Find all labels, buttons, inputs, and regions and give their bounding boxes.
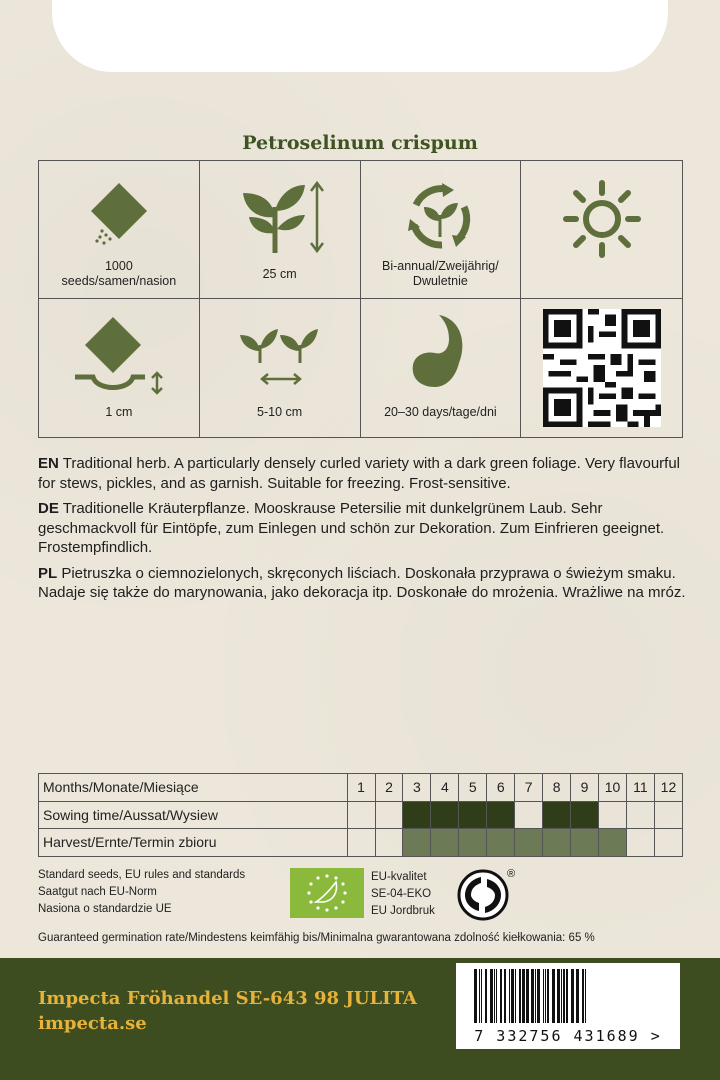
sowing-month-10 bbox=[599, 801, 627, 829]
plant-spacing-icon bbox=[238, 327, 322, 389]
description-de bbox=[38, 499, 688, 558]
harvest-month-2 bbox=[375, 829, 403, 857]
icon-grid bbox=[38, 160, 683, 438]
germination-caption: 20–30 days/tage/dni bbox=[384, 405, 497, 419]
months-label: Months/Monate/Miesiące bbox=[39, 774, 348, 802]
description-pl-text: Pietruszka o ciemnozielonych, skręconych liściach. Doskonała przyprawa o świeżym smaku. Nadaje się także do marynowania, jako dekoracja itp. Doskonałe do mrożenia. Wrażliwe na mróz. bbox=[38, 564, 686, 601]
qr-cell bbox=[521, 299, 682, 437]
harvest-row bbox=[39, 829, 683, 857]
harvest-month-4 bbox=[431, 829, 459, 857]
harvest-month-11 bbox=[626, 829, 654, 857]
sowing-month-9 bbox=[571, 801, 599, 829]
month-7: 7 bbox=[515, 774, 543, 802]
company-address: Impecta Fröhandel SE-643 98 JULITA bbox=[38, 988, 417, 1009]
germination-icon bbox=[405, 313, 475, 393]
sowing-depth-cell bbox=[39, 299, 200, 437]
month-3: 3 bbox=[403, 774, 431, 802]
sowing-calendar bbox=[38, 773, 683, 857]
eu-organic-text bbox=[371, 869, 435, 920]
harvest-month-8 bbox=[543, 829, 571, 857]
harvest-month-12 bbox=[654, 829, 682, 857]
harvest-month-3 bbox=[403, 829, 431, 857]
company-website[interactable]: impecta.se bbox=[38, 1013, 147, 1034]
calendar-header-row bbox=[39, 774, 683, 802]
month-2: 2 bbox=[375, 774, 403, 802]
sowing-label: Sowing time/Aussat/Wysiew bbox=[39, 801, 348, 829]
standard-line: Nasiona o standardzie UE bbox=[38, 903, 172, 915]
eu-line: EU-kvalitet bbox=[371, 871, 427, 883]
month-12: 12 bbox=[654, 774, 682, 802]
eu-line: SE-04-EKO bbox=[371, 888, 432, 900]
life-cycle-icon bbox=[402, 179, 478, 255]
description-pl bbox=[38, 564, 688, 603]
plant-height-icon bbox=[235, 177, 325, 257]
harvest-label: Harvest/Ernte/Termin zbioru bbox=[39, 829, 348, 857]
standard-line: Saatgut nach EU-Norm bbox=[38, 886, 157, 898]
harvest-month-10 bbox=[599, 829, 627, 857]
standard-line: Standard seeds, EU rules and standards bbox=[38, 869, 246, 881]
life-cycle-caption: Bi-annual/Zweijährig/ Dwuletnie bbox=[382, 259, 499, 288]
germination-rate: Guaranteed germination rate/Mindestens keimfähig bis/Minimalna gwarantowana zdolność kiełkowania: 65 % bbox=[38, 932, 595, 944]
company-info bbox=[38, 986, 417, 1036]
sun-icon bbox=[560, 177, 644, 261]
month-9: 9 bbox=[571, 774, 599, 802]
eu-organic-leaf-icon bbox=[290, 868, 364, 918]
germination-cell bbox=[361, 299, 522, 437]
harvest-month-5 bbox=[459, 829, 487, 857]
description-de-text: Traditionelle Kräuterpflanze. Mooskrause Petersilie mit dunkelgrünem Laub. Sehr geschmackvoll für Eintöpfe, zum Einlegen und schön zur Dekoration. Zum Einfrieren geeignet. Frostempfindlich. bbox=[38, 500, 665, 556]
sowing-depth-caption: 1 cm bbox=[105, 405, 133, 419]
seed-count-cell bbox=[39, 161, 200, 299]
lang-code-en: EN bbox=[38, 455, 59, 472]
barcode-bars-icon bbox=[456, 967, 680, 1027]
harvest-month-6 bbox=[487, 829, 515, 857]
lang-code-pl: PL bbox=[38, 564, 58, 582]
sowing-row bbox=[39, 801, 683, 829]
description-en-text: Traditional herb. A particularly densely curled variety with a dark green foliage. Very flavourful for stews, pickles, and as garnish. Suitable for freezing. Frost-sensitive. bbox=[38, 455, 681, 492]
month-8: 8 bbox=[543, 774, 571, 802]
sowing-month-5 bbox=[459, 801, 487, 829]
sowing-month-1 bbox=[347, 801, 375, 829]
lang-code-de: DE bbox=[38, 500, 59, 517]
green-dot-recycle-icon bbox=[457, 865, 519, 921]
month-4: 4 bbox=[431, 774, 459, 802]
seed-standards bbox=[38, 867, 245, 918]
sun-cell bbox=[521, 161, 682, 299]
month-11: 11 bbox=[626, 774, 654, 802]
month-1: 1 bbox=[347, 774, 375, 802]
month-5: 5 bbox=[459, 774, 487, 802]
qr-code-icon[interactable] bbox=[543, 309, 661, 427]
sowing-month-7 bbox=[515, 801, 543, 829]
registered-mark: ® bbox=[507, 868, 516, 880]
hanger-cutout bbox=[52, 0, 668, 72]
sowing-month-4 bbox=[431, 801, 459, 829]
sowing-month-12 bbox=[654, 801, 682, 829]
sowing-month-8 bbox=[543, 801, 571, 829]
eu-line: EU Jordbruk bbox=[371, 905, 435, 917]
sowing-depth-icon bbox=[71, 311, 167, 395]
plant-spacing-caption: 5-10 cm bbox=[257, 405, 303, 419]
plant-height-caption: 25 cm bbox=[262, 267, 297, 281]
description bbox=[38, 454, 688, 609]
month-6: 6 bbox=[487, 774, 515, 802]
harvest-month-7 bbox=[515, 829, 543, 857]
seed-count-caption: 1000 seeds/samen/nasion bbox=[61, 259, 177, 288]
life-cycle-cell bbox=[361, 161, 522, 299]
harvest-month-9 bbox=[571, 829, 599, 857]
latin-name-title: Petroselinum crispum bbox=[242, 132, 478, 154]
harvest-month-1 bbox=[347, 829, 375, 857]
barcode bbox=[456, 963, 680, 1049]
barcode-number: 7 332756 431689 > bbox=[474, 1027, 662, 1045]
plant-spacing-cell bbox=[200, 299, 361, 437]
sowing-month-2 bbox=[375, 801, 403, 829]
seed-packet-icon bbox=[84, 179, 154, 249]
plant-height-cell bbox=[200, 161, 361, 299]
sowing-month-3 bbox=[403, 801, 431, 829]
sowing-month-11 bbox=[626, 801, 654, 829]
sowing-month-6 bbox=[487, 801, 515, 829]
description-en bbox=[38, 454, 688, 493]
month-10: 10 bbox=[599, 774, 627, 802]
